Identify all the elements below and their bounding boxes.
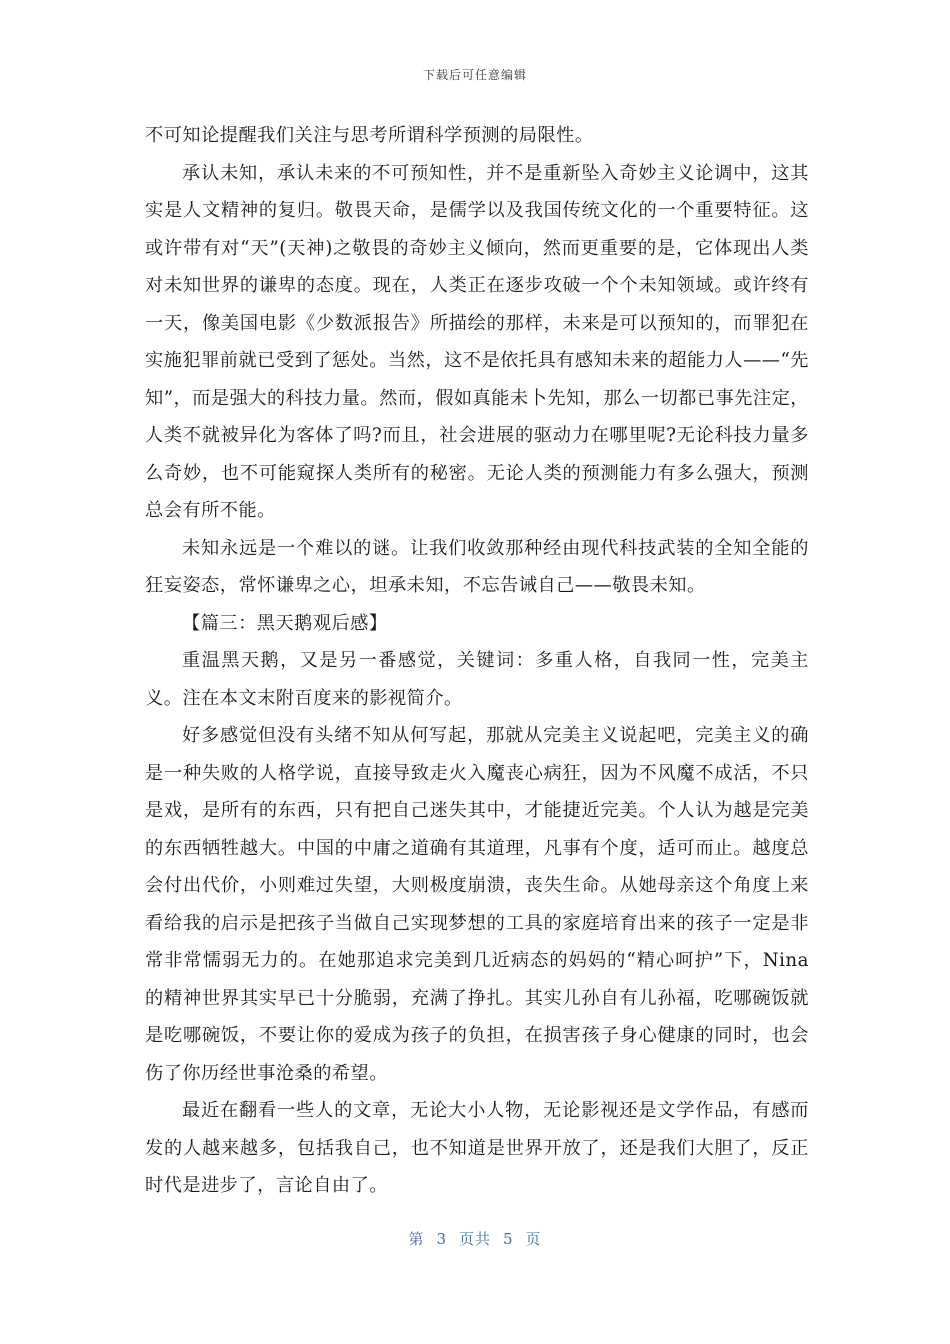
page-prefix: 第	[408, 1230, 425, 1248]
paragraph-black-swan-intro: 重温黑天鹅，又是另一番感觉，关键词：多重人格，自我同一性，完美主义。注在本文末附百度来的影视简介。	[145, 650, 809, 709]
page-current: 3	[436, 1230, 447, 1248]
paragraph-unknown-future: 承认未知，承认未来的不可预知性，并不是重新坠入奇妙主义论调中，这其实是人文精神的复归。敬畏天命，是儒学以及我国传统文化的一个重要特征。这或许带有对“天”(天神)之敬畏的奇妙主义倾向，然而更重要的是，它体现出人类对未知世界的谦卑的态度。现在，人类正在逐步攻破一个个未知领域。或许终有一天，像美国电影《少数派报告》所描绘的那样，未来是可以预知的，而罪犯在实施犯罪前就已受到了惩处。当然，这不是依托具有感知未来的超能力人——“先知”，而是强大的科技力量。然而，假如真能未卜先知，那么一切都已事先注定，人类不就被异化为客体了吗?而且，社会进展的驱动力在哪里呢?无论科技力量多么奇妙，也不可能窥探人类所有的秘密。无论人类的预测能力有多么强大，预测总会有所不能。	[145, 162, 809, 521]
section-title: 【篇三：黑天鹅观后感】	[182, 612, 388, 634]
header-note: 下载后可任意编辑	[422, 68, 527, 82]
paragraph-revere-unknown: 未知永远是一个难以的谜。让我们收敛那种经由现代科技武装的全知全能的狂妄姿态，常怀谦卑之心，坦承未知，不忘告诫自己——敬畏未知。	[145, 537, 809, 596]
page-number	[0, 1228, 950, 1249]
paragraph-perfectionism: 好多感觉但没有头绪不知从何写起，那就从完美主义说起吧，完美主义的确是一种失败的人格学说，直接导致走火入魔丧心病狂，因为不风魔不成活，不只是戏，是所有的东西，只有把自己迷失其中，才能捷近完美。个人认为越是完美的东西牺牲越大。中国的中庸之道确有其道理，凡事有个度，适可而止。越度总会付出代价，小则难过失望，大则极度崩溃，丧失生命。从她母亲这个角度上来看给我的启示是把孩子当做自己实现梦想的工具的家庭培育出来的孩子一定是非常非常懦弱无力的。在她那追求完美到几近病态的妈妈的“精心呵护”下，Nina 的精神世界其实早已十分脆弱，充满了挣扎。其实儿孙自有儿孙福，吃哪碗饭就是吃哪碗饭，不要让你的爱成为孩子的负担，在损害孩子身心健康的同时，也会伤了你历经世事沧桑的希望。	[145, 725, 809, 1084]
page-total: 5	[503, 1230, 514, 1248]
paragraph-recent-reading: 最近在翻看一些人的文章，无论大小人物，无论影视还是文学作品，有感而发的人越来越多，包括我自己，也不知道是世界开放了，还是我们大胆了，反正时代是进步了，言论自由了。	[145, 1100, 809, 1196]
page-suffix: 页	[525, 1230, 542, 1248]
page-middle: 页共	[458, 1230, 491, 1248]
paragraph-continuation: 不可知论提醒我们关注与思考所谓科学预测的局限性。	[145, 125, 594, 146]
document-body	[145, 117, 809, 1205]
